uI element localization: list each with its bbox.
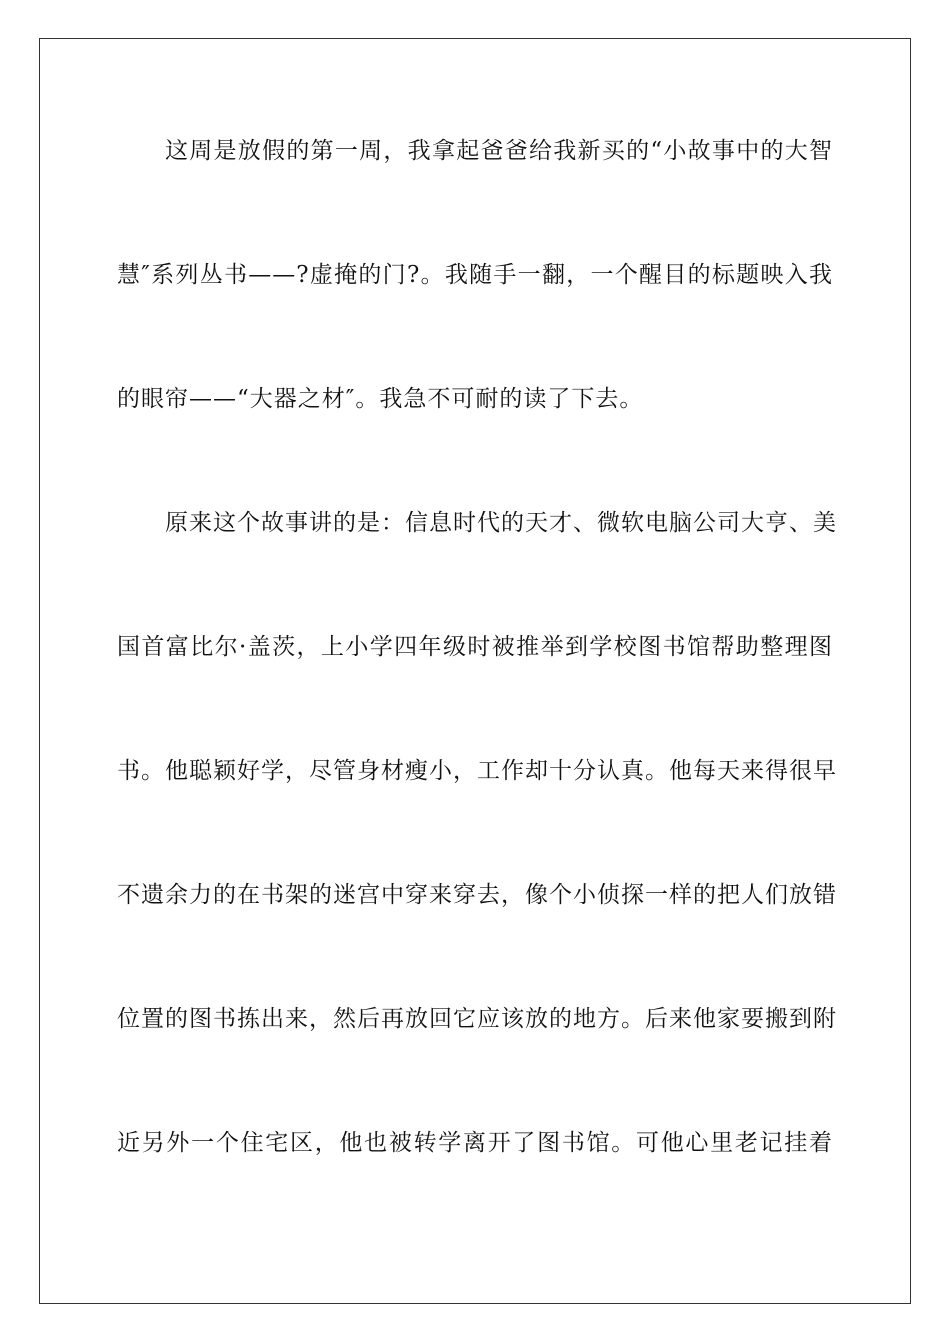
paragraph-1-line-3: 的眼帘——“大器之材″。我急不可耐的读了下去。	[117, 386, 644, 412]
paragraph-2-line-3: 书。他聪颖好学，尽管身材瘦小，工作却十分认真。他每天来得很早	[117, 758, 837, 784]
paragraph-1-line-1: 这周是放假的第一周，我拿起爸爸给我新买的“小故事中的大智	[165, 138, 833, 164]
page-border	[39, 38, 911, 1304]
paragraph-2-line-5: 位置的图书拣出来，然后再放回它应该放的地方。后来他家要搬到附	[117, 1006, 837, 1032]
paragraph-2-line-1: 原来这个故事讲的是：信息时代的天才、微软电脑公司大亨、美	[165, 510, 837, 536]
paragraph-2-line-2: 国首富比尔·盖茨，上小学四年级时被推举到学校图书馆帮助整理图	[117, 634, 833, 660]
paragraph-2-line-6: 近另外一个住宅区，他也被转学离开了图书馆。可他心里老记挂着	[117, 1130, 833, 1156]
paragraph-1-line-2: 慧″系列丛书——?虚掩的门?。我随手一翻，一个醒目的标题映入我	[117, 262, 833, 288]
paragraph-2-line-4: 不遗余力的在书架的迷宫中穿来穿去，像个小侦探一样的把人们放错	[117, 882, 837, 908]
